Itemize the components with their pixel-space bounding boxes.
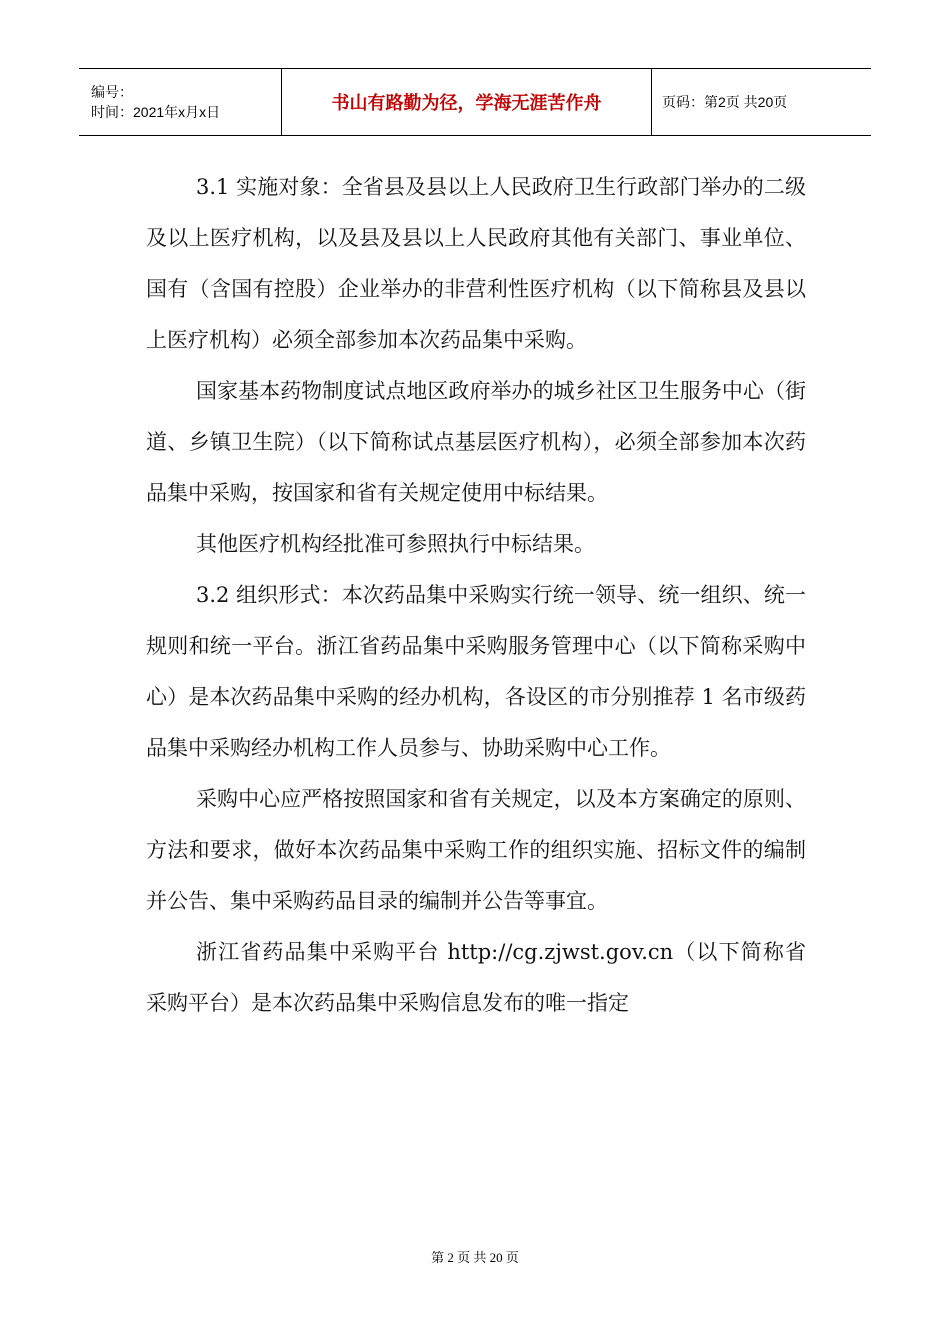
paragraph-other-institutions: 其他医疗机构经批准可参照执行中标结果。 <box>196 532 595 556</box>
header-page-cell <box>652 69 871 135</box>
header-meta <box>79 69 282 135</box>
paragraph-3-2: 3.2 组织形式：本次药品集中采购实行统一领导、统一组织、统一规则和统一平台。浙江省药品集中采购服务管理中心（以下简称采购中心）是本次药品集中采购的经办机构，各设区的市分别推荐 1 名市级药品集中采购经办机构工作人员参与、协助采购中心工作。 <box>146 583 806 760</box>
date-line: 时间：2021年x月x日 <box>91 104 221 120</box>
paragraph-3-1: 3.1 实施对象：全省县及县以上人民政府卫生行政部门举办的二级及以上医疗机构，以及县及县以上人民政府其他有关部门、事业单位、国有（含国有控股）企业举办的非营利性医疗机构（以下简称县及县以上医疗机构）必须全部参加本次药品集中采购。 <box>146 175 806 352</box>
header-page-info: 页码：第2页 共20页 <box>662 94 788 110</box>
header-motto-cell <box>282 69 652 135</box>
page-footer: 第 2 页 共 20 页 <box>431 1250 519 1265</box>
paragraph-procurement-center: 采购中心应严格按照国家和省有关规定，以及本方案确定的原则、方法和要求，做好本次药品集中采购工作的组织实施、招标文件的编制并公告、集中采购药品目录的编制并公告等事宜。 <box>146 787 806 913</box>
document-header <box>79 68 871 136</box>
header-motto: 书山有路勤为径，学海无涯苦作舟 <box>331 93 602 114</box>
paragraph-pilot-institutions: 国家基本药物制度试点地区政府举办的城乡社区卫生服务中心（街道、乡镇卫生院）（以下简称试点基层医疗机构），必须全部参加本次药品集中采购，按国家和省有关规定使用中标结果。 <box>146 379 806 505</box>
document-body <box>146 162 806 1029</box>
serial-number-label: 编号： <box>91 84 133 100</box>
paragraph-platform: 浙江省药品集中采购平台 http://cg.zjwst.gov.cn（以下简称省采购平台）是本次药品集中采购信息发布的唯一指定 <box>146 940 806 1015</box>
